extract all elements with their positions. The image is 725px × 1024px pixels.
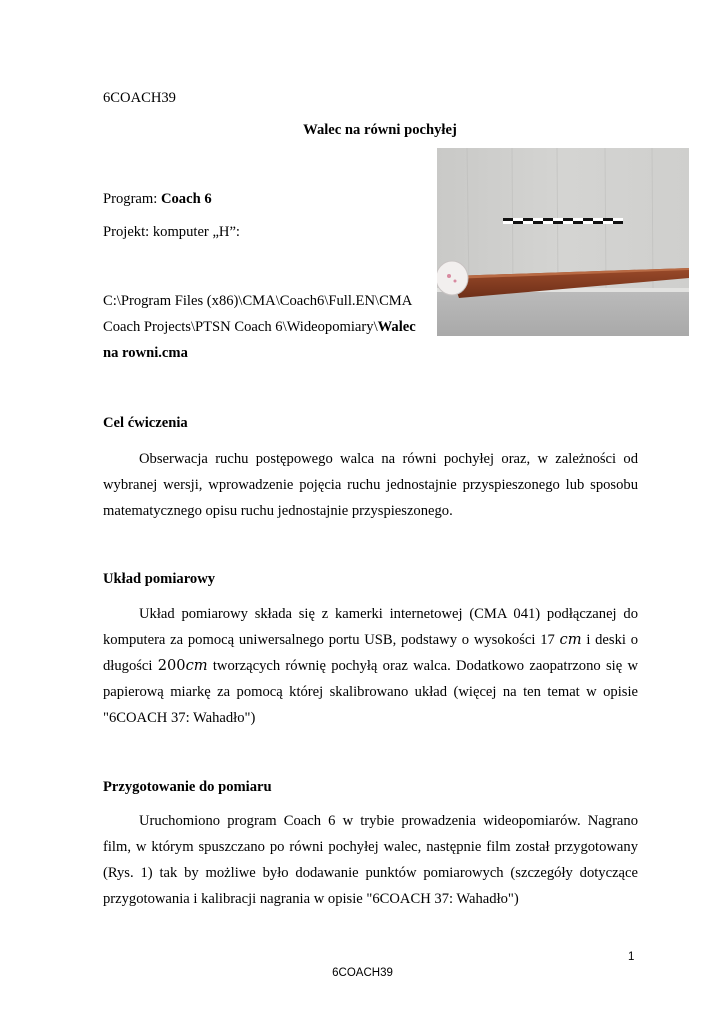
cylinder	[437, 261, 468, 295]
path-line-3: na rowni.cma	[103, 345, 188, 361]
setup-heading: Układ pomiarowy	[103, 571, 216, 587]
setup-unit-2: cm	[185, 657, 208, 674]
measuring-tape	[503, 218, 623, 224]
page-title: Walec na równi pochyłej	[303, 122, 457, 138]
prep-paragraph: Uruchomiono program Coach 6 w trybie prowadzenia wideopomiarów. Nagrano film, w którym spuszczano po równi pochyłej walec, następnie film został przygotowany (Rys. 1) tak by możliwe było dodawanie punktów pomiarowych (szczegóły dotyczące przygotowania i kalibracji nagrania w opisie "6COACH 37: Wahadło")	[103, 813, 638, 907]
header-code: 6COACH39	[103, 90, 176, 106]
setup-text-1: Układ pomiarowy składa się z kamerki internetowej (CMA 041) podłączanej do komputera za pomocą uniwersalnego portu USB, podstawy o wysokości 17	[103, 606, 638, 648]
page-number: 1	[628, 951, 635, 963]
path-line-2	[103, 314, 428, 340]
setup-text-2: i deski o długości	[103, 632, 638, 674]
path-line-2-bold: Walec	[377, 319, 416, 335]
program-value: Coach 6	[160, 191, 212, 207]
setup-paragraph	[103, 601, 638, 731]
project-path	[103, 288, 428, 366]
path-line-2-prefix: Coach Projects\PTSN Coach 6\Wideopomiary\	[103, 319, 378, 335]
inclined-plane-photo	[437, 148, 689, 336]
footer-code: 6COACH39	[332, 967, 393, 979]
program-label: Program:	[103, 191, 161, 207]
setup-value-2: 200	[157, 657, 186, 674]
path-line-1: C:\Program Files (x86)\CMA\Coach6\Full.EN\CMA	[103, 293, 413, 309]
goal-heading: Cel ćwiczenia	[103, 415, 188, 431]
goal-paragraph: Obserwacja ruchu postępowego walca na równi pochyłej oraz, w zależności od wybranej wersji, wprowadzenie pojęcia ruchu jednostajnie przyspieszonego lub sposobu matematycznego opisu ruchu jednostajnie przyspieszonego.	[103, 451, 638, 519]
program-line	[103, 186, 212, 212]
inclined-plane-image	[437, 148, 689, 336]
setup-text-3: tworzących równię pochyłą oraz walca. Dodatkowo zaopatrzono się w papierową miarkę za pomocą której skalibrowano układ (więcej na ten temat w opisie "6COACH 37: Wahadło")	[103, 658, 638, 726]
prep-heading: Przygotowanie do pomiaru	[103, 779, 272, 795]
setup-unit-1: cm	[559, 631, 582, 648]
project-line: Projekt: komputer „H”:	[103, 224, 240, 240]
